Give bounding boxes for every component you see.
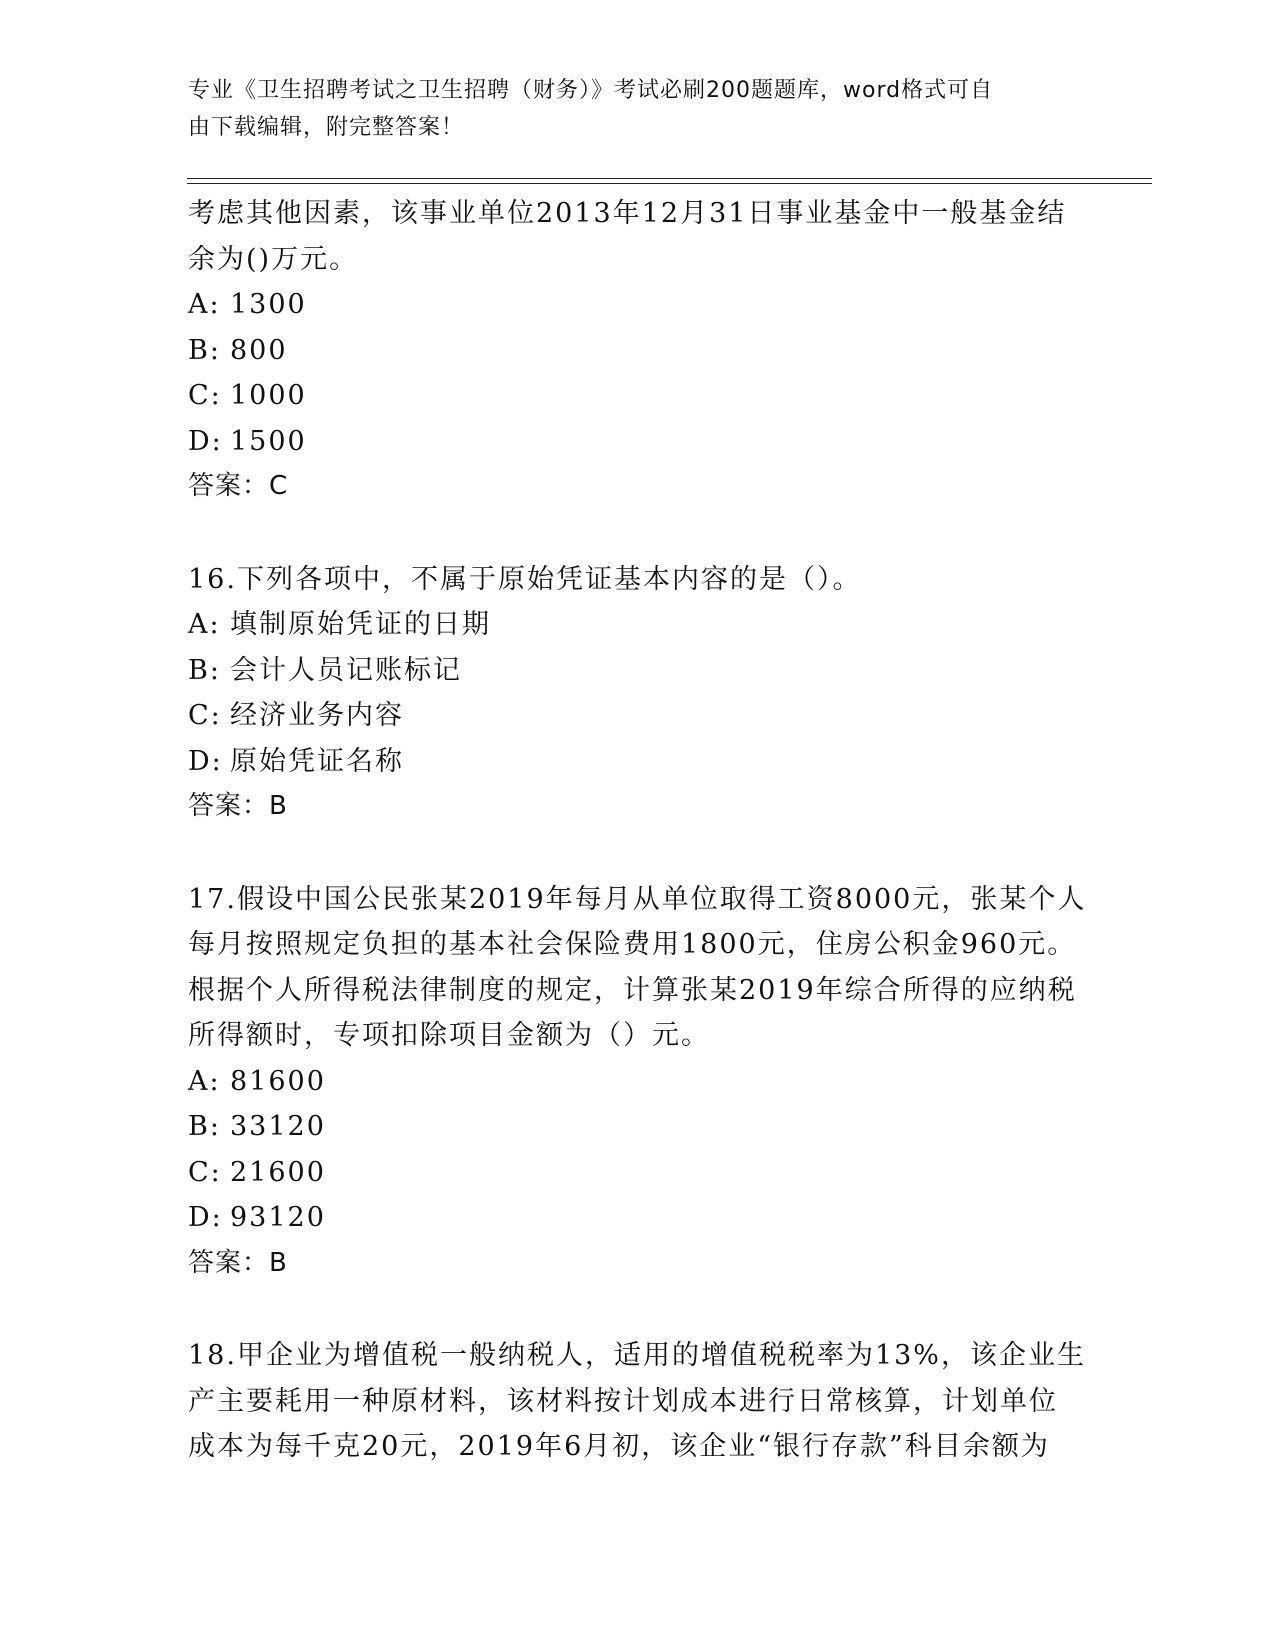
question-text-line: 根据个人所得税法律制度的规定，计算张某2019年综合所得的应纳税: [188, 974, 1077, 1006]
option-letter: C:: [188, 700, 222, 731]
question-18: [188, 1333, 1088, 1470]
option-b: [188, 1104, 1088, 1150]
option-text: 会计人员记账标记: [230, 654, 462, 686]
option-b: [188, 648, 1088, 694]
option-letter: A:: [188, 609, 221, 640]
option-text: 800: [230, 334, 288, 366]
option-a: [188, 282, 1088, 328]
option-letter: D:: [188, 425, 223, 457]
option-c: [188, 373, 1088, 419]
option-text: 81600: [230, 1065, 326, 1097]
option-a: [188, 602, 1088, 648]
option-a: [188, 1059, 1088, 1105]
question-text-line: 16.下列各项中，不属于原始凭证基本内容的是（）。: [188, 563, 862, 595]
question-text-line: 每月按照规定负担的基本社会保险费用1800元，住房公积金960元。: [188, 929, 1077, 960]
option-text: 93120: [230, 1202, 326, 1233]
question-text-line: 考虑其他因素，该事业单位2013年12月31日事业基金中一般基金结: [188, 198, 1067, 229]
option-text: 33120: [230, 1111, 326, 1142]
question-text-line: 18.甲企业为增值税一般纳税人，适用的增值税税率为13%，该企业生: [188, 1340, 1086, 1371]
option-letter: C:: [188, 1156, 222, 1188]
question-text-line: 17.假设中国公民张某2019年每月从单位取得工资8000元，张某个人: [188, 883, 1087, 915]
option-d: [188, 739, 1088, 785]
answer-label: 答案：B: [188, 1247, 288, 1278]
option-text: 填制原始凭证的日期: [230, 609, 491, 640]
option-letter: A:: [188, 289, 221, 320]
option-text: 1300: [230, 289, 307, 320]
header-divider-bottom: [187, 183, 1152, 184]
option-text: 经济业务内容: [230, 700, 404, 731]
option-letter: A:: [188, 1065, 221, 1097]
option-text: 原始凭证名称: [230, 745, 404, 777]
question-17: [188, 877, 1088, 1287]
header-line-1: 专业《卫生招聘考试之卫生招聘（财务）》考试必刷200题题库，word格式可自: [188, 78, 994, 103]
header-line-2: 由下载编辑，附完整答案！: [188, 115, 465, 140]
option-text: 21600: [230, 1156, 326, 1188]
option-text: 1000: [230, 380, 307, 411]
option-letter: B:: [188, 654, 221, 686]
question-text-line: 成本为每千克20元，2019年6月初，该企业“银行存款”科目余额为: [188, 1431, 1050, 1462]
question-text-line: 所得额时，专项扣除项目金额为（）元。: [188, 1020, 710, 1051]
option-c: [188, 1150, 1088, 1196]
answer-label: 答案：C: [188, 471, 289, 501]
option-b: [188, 328, 1088, 374]
option-d: [188, 419, 1088, 465]
option-letter: C:: [188, 380, 222, 411]
option-d: [188, 1195, 1088, 1241]
header-divider-top: [187, 178, 1152, 179]
option-c: [188, 693, 1088, 739]
question-15: [188, 191, 1088, 510]
question-text-line: 余为()万元。: [188, 243, 359, 275]
question-16: [188, 557, 1088, 830]
option-letter: B:: [188, 1111, 221, 1142]
option-text: 1500: [230, 425, 307, 457]
answer-label: 答案：B: [188, 791, 288, 821]
option-letter: D:: [188, 1202, 223, 1233]
document-header: [188, 72, 1088, 146]
option-letter: B:: [188, 334, 221, 366]
question-text-line: 产主要耗用一种原材料，该材料按计划成本进行日常核算，计划单位: [188, 1385, 1058, 1417]
question-content: [188, 191, 1088, 1470]
option-letter: D:: [188, 745, 223, 777]
